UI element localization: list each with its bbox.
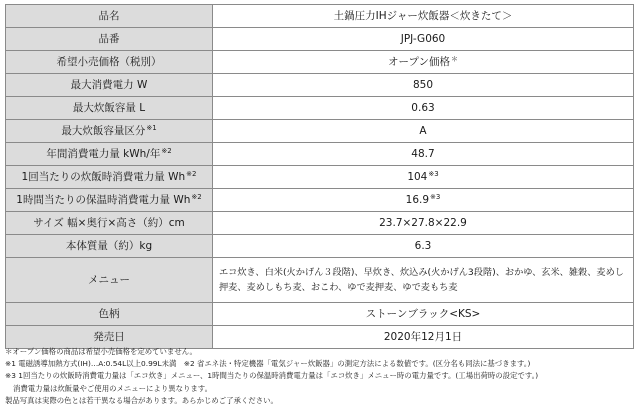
spec-label [6, 120, 213, 143]
spec-value-text: 48.7 [411, 147, 435, 160]
spec-value [213, 143, 634, 166]
spec-row [6, 74, 634, 97]
spec-label [6, 212, 213, 235]
spec-label-text: 最大消費電力 W [70, 78, 148, 91]
spec-row [6, 166, 634, 189]
spec-value-text: 850 [412, 78, 434, 91]
spec-value-text: 23.7×27.8×22.9 [379, 216, 467, 229]
spec-row [6, 143, 634, 166]
spec-value-text: 土鍋圧力IHジャー炊飯器＜炊きたて＞ [333, 9, 513, 22]
spec-label [6, 51, 213, 74]
spec-label-text: サイズ 幅×奥行×高さ（約）cm [33, 216, 185, 229]
spec-label [6, 235, 213, 258]
spec-label-text: 本体質量（約）kg [65, 239, 153, 252]
spec-row [6, 28, 634, 51]
spec-value [213, 166, 634, 189]
spec-label-text: 年間消費電力量 kWh/年 [46, 147, 161, 160]
spec-label-note-mark: ※2 [191, 192, 202, 201]
footnote: 消費電力量は炊飯量やご使用のメニューにより異なります。 [13, 383, 212, 393]
spec-row [6, 5, 634, 28]
spec-label [6, 5, 213, 28]
spec-label [6, 97, 213, 120]
spec-row [6, 120, 634, 143]
spec-label-note-mark: ※2 [161, 146, 172, 155]
spec-value-text: JPJ-G060 [400, 32, 446, 45]
spec-row [6, 97, 634, 120]
spec-label-note-mark: ※2 [186, 169, 197, 178]
spec-value [213, 235, 634, 258]
spec-label [6, 189, 213, 212]
spec-label-text: 希望小売価格（税別） [56, 55, 162, 68]
footnote: ※1 電磁誘導加熱方式(IH)…A:0.54L以上0.99L未満 ※2 省エネ法・特定機器「電気ジャー炊飯器」の測定方法による数値です。(区分名も同法に基づきます。) [5, 359, 531, 369]
spec-value [213, 5, 634, 28]
spec-value [213, 28, 634, 51]
spec-table-body [6, 5, 634, 349]
footnote: ＊オープン価格の商品は希望小売価格を定めていません。 [5, 347, 197, 356]
spec-value [213, 212, 634, 235]
spec-value-text: A [419, 124, 427, 137]
spec-label-text: 最大炊飯容量区分 [61, 124, 146, 137]
spec-value-note-mark: ※3 [428, 169, 439, 178]
spec-label [6, 143, 213, 166]
footnote: ※3 1回当たりの炊飯時消費電力量は「エコ炊き」メニュー、1時間当たりの保温時消費電力量は「エコ炊き」メニュー時の電力量です。(工場出荷時の設定です。) [5, 371, 539, 381]
spec-label-text: 品名 [98, 9, 120, 22]
spec-value-text: 0.63 [411, 101, 435, 114]
spec-value [213, 120, 634, 143]
menu-list-value: エコ炊き、白米(火かげん３段階)、早炊き、炊込み(火かげん3段階)、おかゆ、玄米、雑穀、麦めし押麦、麦めしもち麦、おこわ、ゆで麦押麦、ゆで麦もち麦 [213, 258, 634, 303]
spec-value-note-mark: ＊ [451, 54, 459, 63]
spec-table [5, 4, 634, 349]
spec-row-menu [6, 258, 634, 303]
spec-label [6, 74, 213, 97]
footnote: 製品写真は実際の色とは若干異なる場合があります。あらかじめご了承ください。 [5, 395, 278, 405]
footnotes [5, 346, 635, 407]
spec-value-note-mark: ※3 [430, 192, 441, 201]
spec-label [6, 28, 213, 51]
spec-row [6, 303, 634, 326]
spec-value-text: 6.3 [414, 239, 432, 252]
spec-row [6, 212, 634, 235]
spec-value-text: オープン価格 [387, 55, 451, 68]
spec-row [6, 189, 634, 212]
spec-value [213, 51, 634, 74]
spec-label-text: 1時間当たりの保温時消費電力量 Wh [16, 193, 191, 206]
spec-label-text: 品番 [98, 32, 120, 45]
spec-value-text: 16.9 [405, 193, 430, 206]
spec-label-note-mark: ※1 [146, 123, 157, 132]
spec-value [213, 97, 634, 120]
spec-row [6, 235, 634, 258]
spec-label: メニュー [6, 258, 213, 303]
spec-label-text: 1回当たりの炊飯時消費電力量 Wh [21, 170, 186, 183]
spec-label-text: 最大炊飯容量 L [72, 101, 146, 114]
spec-value [213, 74, 634, 97]
spec-value: ストーンブラック<KS> [213, 303, 634, 326]
spec-label: 色柄 [6, 303, 213, 326]
spec-row [6, 51, 634, 74]
spec-value: 2020年12月1日 [213, 326, 634, 349]
spec-value [213, 189, 634, 212]
spec-label [6, 166, 213, 189]
spec-label: 発売日 [6, 326, 213, 349]
spec-value-text: 104 [407, 170, 428, 183]
